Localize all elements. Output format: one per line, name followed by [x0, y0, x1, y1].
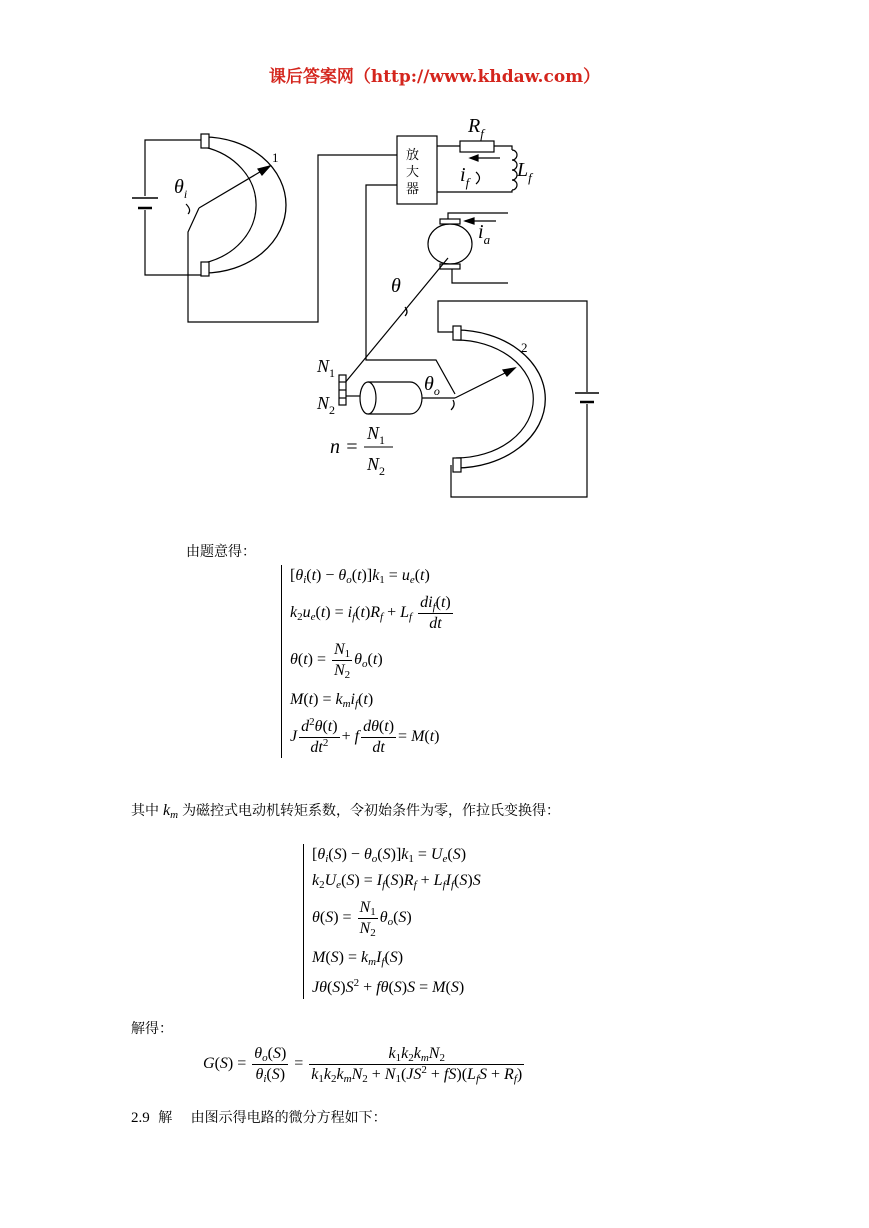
- time-domain-equations: $[\theta_i(t) - \theta_o(t)]k_1 = u_e(t)$ $k_2u_e(t) = i_f(t)R_f + L_f$ $\frac{di_f(t)}{dt}$ θ(t) = $\frac{N_1}{N_2}$ $\theta_o(t)$ $M(t) = k_mi_f(t)$ J $\frac{d^2\theta(t)}{dt^2}$ + f $\frac{d\theta(t)}{dt}$ = M(t): [281, 565, 455, 758]
- laplace-equations: $[\theta_i(S) - \theta_o(S)]k_1 = U_e(S)$ $k_2U_e(S) = I_f(S)R_f + L_fI_f(S)S$ θ(S) = $\frac{N_1}{N_2}$ $\theta_o(S)$ $M(S) = k_mI_f(S)$ $J\theta(S)S^2 + f\theta(S)S = M(S)$: [303, 844, 481, 999]
- label-Lf: $L_f$: [517, 159, 532, 185]
- amplifier-label-2: 大: [406, 164, 420, 179]
- section-2-9: 2.9 解 由图示得电路的微分方程如下：: [131, 1110, 387, 1126]
- label-theta-i: $\theta_i$: [174, 176, 188, 201]
- intro-text: 由题意得：: [186, 544, 256, 560]
- potentiometer-1-wiper: [199, 166, 270, 208]
- servo-system-diagram: [0, 0, 869, 520]
- resistor-Rf: [460, 141, 494, 152]
- km-sentence: 其中 $k_m$ 为磁控式电动机转矩系数，令初始条件为零，作拉氏变换得：: [131, 802, 561, 821]
- label-potentiometer-2: 2: [521, 340, 528, 355]
- label-if: $i_f$: [460, 164, 470, 190]
- amplifier-label-1: 放: [406, 147, 420, 162]
- gear-ratio-den: $N_2$: [367, 454, 386, 478]
- label-N2: $N_2$: [317, 393, 336, 417]
- dc-motor: [428, 224, 472, 264]
- label-theta-o: $\theta_o$: [424, 373, 440, 398]
- label-theta: θ: [391, 275, 401, 297]
- potentiometer-1-arc-inner: [204, 147, 256, 263]
- page-header-link[interactable]: 课后答案网（http://www.khdaw.com）: [268, 67, 601, 87]
- transfer-function: G(S) = $\frac{\theta_o(S)}{\theta_i(S)}$ = $\frac{k_1k_2k_mN_2}{k_1k_2k_mN_2 + N_1(JS^2 + fS)(L_fS + R_f)}$: [203, 1045, 523, 1085]
- amplifier-label-3: 器: [406, 181, 420, 196]
- label-Rf: $R_f$: [468, 115, 484, 141]
- gear-ratio-num: $N_1$: [367, 423, 386, 447]
- solve-label: 解得：: [131, 1021, 173, 1037]
- gear-ratio-lhs: n =: [330, 436, 359, 458]
- label-N1: $N_1$: [317, 356, 336, 380]
- label-potentiometer-1: 1: [272, 150, 279, 165]
- label-ia: $i_a$: [478, 221, 491, 247]
